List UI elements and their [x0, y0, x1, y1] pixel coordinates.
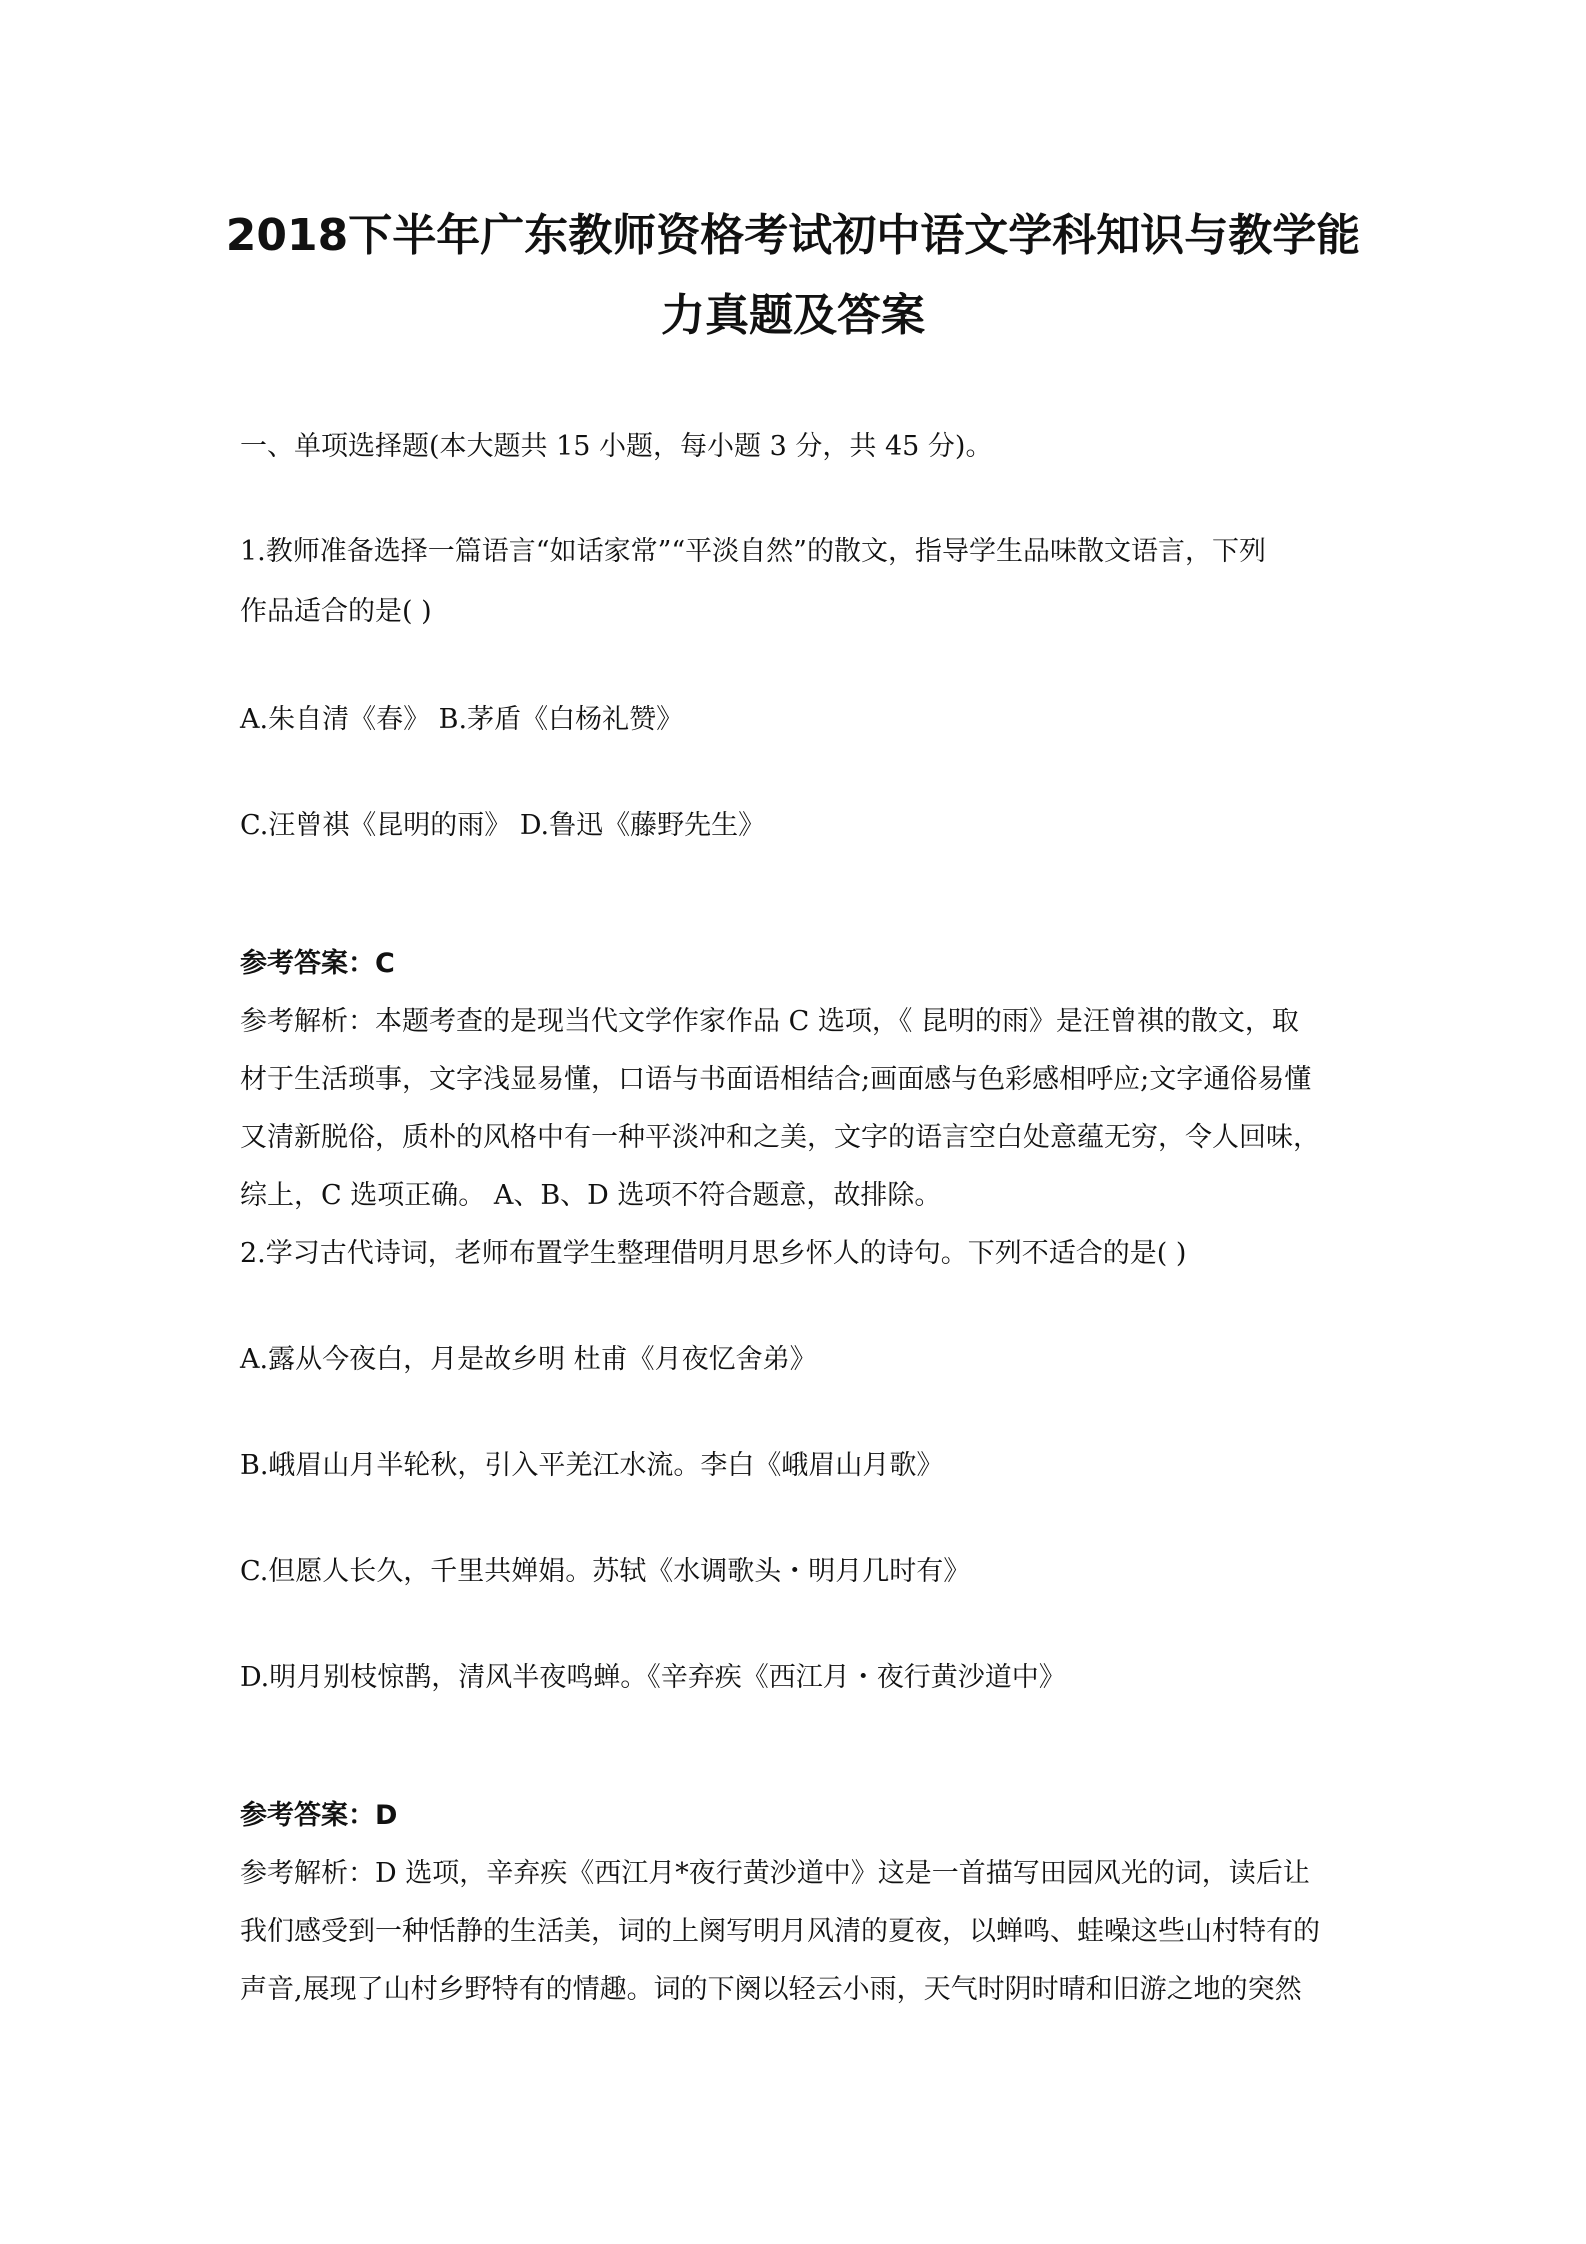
q2-answer: 参考答案：D: [240, 1800, 398, 1831]
q2-stem: 2.学习古代诗词，老师布置学生整理借明月思乡怀人的诗句。下列不适合的是( ): [240, 1238, 1187, 1269]
q1-analysis-line-2: 材于生活琐事，文字浅显易懂，口语与书面语相结合;画面感与色彩感相呼应;文字通俗易懂: [240, 1064, 1312, 1095]
q2-option-a: A.露从今夜白，月是故乡明 杜甫《月夜忆舍弟》: [240, 1344, 817, 1375]
q2-analysis-line-2: 我们感受到一种恬静的生活美，词的上阕写明月风清的夏夜，以蝉鸣、蛙噪这些山村特有的: [240, 1916, 1320, 1947]
q2-analysis-line-1: 参考解析：D 选项，辛弃疾《西江月*夜行黄沙道中》这是一首描写田园风光的词，读后让: [240, 1858, 1310, 1889]
q1-analysis-line-4: 综上，C 选项正确。 A、B、D 选项不符合题意，故排除。: [240, 1180, 942, 1211]
q2-analysis-line-3: 声音,展现了山村乡野特有的情趣。词的下阕以轻云小雨，天气时阴时晴和旧游之地的突然: [240, 1974, 1302, 2005]
q2-option-b: B.峨眉山月半轮秋，引入平羌江水流。李白《峨眉山月歌》: [240, 1450, 944, 1481]
q2-option-c: C.但愿人长久，千里共婵娟。苏轼《水调歌头・明月几时有》: [240, 1556, 971, 1587]
q1-analysis-line-1: 参考解析：本题考查的是现当代文学作家作品 C 选项，《 昆明的雨》是汪曾祺的散文，取: [240, 1006, 1299, 1037]
q1-stem-line-2: 作品适合的是( ): [240, 596, 432, 627]
document-title-line-2: 力真题及答案: [661, 290, 925, 341]
q1-option-line-ab: A.朱自清《春》 B.茅盾《白杨礼赞》: [240, 704, 684, 735]
q1-stem-line-1: 1.教师准备选择一篇语言“如话家常”“平淡自然”的散文，指导学生品味散文语言，下列: [240, 536, 1266, 567]
q1-option-line-cd: C.汪曾祺《昆明的雨》 D.鲁迅《藤野先生》: [240, 810, 766, 841]
document-title-line-1: 2018下半年广东教师资格考试初中语文学科知识与教学能: [225, 210, 1361, 261]
q2-option-d: D.明月别枝惊鹊，清风半夜鸣蝉。《辛弃疾《西江月・夜行黄沙道中》: [240, 1662, 1066, 1693]
q1-answer: 参考答案：C: [240, 948, 395, 979]
section-heading: 一、单项选择题(本大题共 15 小题，每小题 3 分，共 45 分)。: [240, 431, 993, 462]
q1-analysis-line-3: 又清新脱俗，质朴的风格中有一种平淡冲和之美，文字的语言空白处意蕴无穷，令人回味，: [240, 1122, 1320, 1153]
